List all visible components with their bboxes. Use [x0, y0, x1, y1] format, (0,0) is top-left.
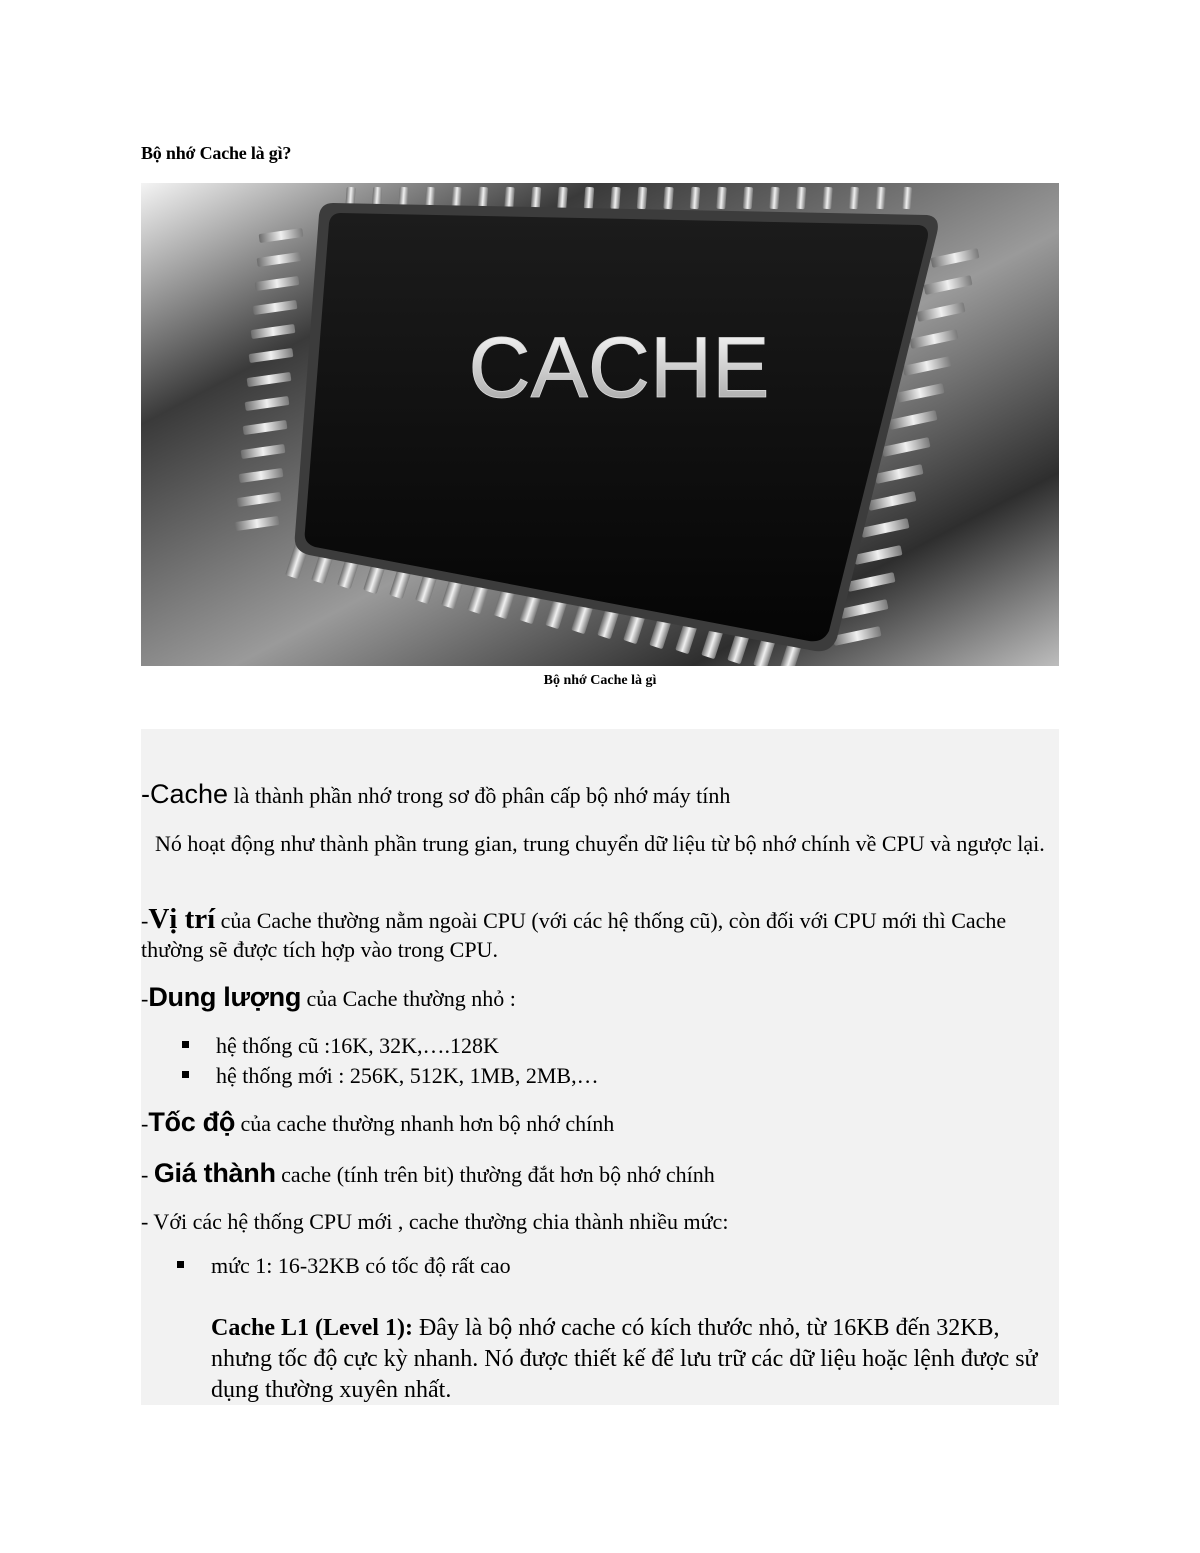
paragraph-capacity	[141, 983, 1059, 1013]
term-cache-l1: Cache L1 (Level 1):	[211, 1315, 413, 1341]
paragraph-cache-l1	[211, 1313, 1059, 1406]
page-title: Bộ nhớ Cache là gì?	[141, 143, 292, 163]
image-caption: Bộ nhớ Cache là gì	[543, 673, 657, 688]
chip-pin	[902, 187, 913, 210]
text: Nó hoạt động như thành phần trung gian, trung chuyển dữ liệu từ bộ nhớ chính về CPU và ngược lại.	[155, 831, 1045, 856]
paragraph-position	[141, 905, 1059, 964]
chip-pin	[716, 187, 727, 210]
paragraph-cache-role	[141, 829, 1059, 858]
chip-pin	[610, 187, 621, 210]
dash: -	[141, 908, 149, 933]
dash: -	[141, 1162, 154, 1187]
text: - Với các hệ thống CPU mới , cache thường chia thành nhiều mức:	[141, 1209, 729, 1234]
paragraph-cache-definition	[141, 780, 1059, 810]
chip-pin	[849, 187, 860, 210]
bullet-square-icon	[177, 1261, 184, 1268]
cache-chip-image	[141, 183, 1059, 666]
chip-pin	[557, 187, 568, 210]
chip-pin	[690, 187, 701, 210]
text: của cache thường nhanh hơn bộ nhớ chính	[235, 1111, 615, 1136]
text: Đây là bộ nhớ cache có kích thước nhỏ, từ 16KB đến 32KB, nhưng tốc độ cực kỳ nhanh. Nó được thiết kế để lưu trữ các dữ liệu hoặc lệnh được sử dụng thường xuyên nhất.	[211, 1315, 1038, 1403]
bullet-square-icon	[182, 1071, 189, 1078]
term-speed: Tốc độ	[148, 1107, 236, 1137]
chip-pin	[875, 187, 886, 210]
paragraph-levels	[141, 1207, 1059, 1236]
paragraph-cost	[141, 1159, 1059, 1189]
text: của Cache thường nằm ngoài CPU (với các hệ thống cũ), còn đối với CPU mới thì Cache thường sẽ được tích hợp vào trong CPU.	[141, 908, 1007, 962]
chip-pin	[637, 187, 648, 210]
term-cost: Giá thành	[153, 1158, 276, 1188]
chip-pin	[769, 187, 780, 210]
list-item	[211, 1251, 511, 1280]
text: là thành phần nhớ trong sơ đồ phân cấp bộ nhớ máy tính	[228, 783, 731, 808]
term-capacity: Dung lượng	[148, 982, 302, 1012]
list-item	[216, 1031, 499, 1060]
text: cache (tính trên bit) thường đắt hơn bộ nhớ chính	[275, 1162, 715, 1187]
term-cache: -Cache	[141, 779, 229, 809]
list-item-text: hệ thống mới : 256K, 512K, 1MB, 2MB,…	[216, 1063, 599, 1088]
chip-pin	[663, 187, 674, 210]
list-item-text: hệ thống cũ :16K, 32K,….128K	[216, 1033, 499, 1058]
dash: -	[141, 1111, 149, 1136]
term-position: Vị trí	[148, 903, 216, 935]
chip-pin	[584, 187, 595, 210]
chip-pin	[478, 187, 489, 210]
chip-pin	[743, 187, 754, 210]
list-item-text: mức 1: 16-32KB có tốc độ rất cao	[211, 1253, 511, 1278]
chip-pin	[531, 187, 542, 210]
list-item	[216, 1061, 599, 1090]
chip-pin	[796, 187, 807, 210]
chip-pin	[822, 187, 833, 210]
dash: -	[141, 986, 149, 1011]
text: của Cache thường nhỏ :	[301, 986, 516, 1011]
chip-pin	[504, 187, 515, 210]
bullet-square-icon	[182, 1041, 189, 1048]
paragraph-speed	[141, 1108, 1059, 1138]
chip-label: CACHE	[468, 320, 770, 416]
